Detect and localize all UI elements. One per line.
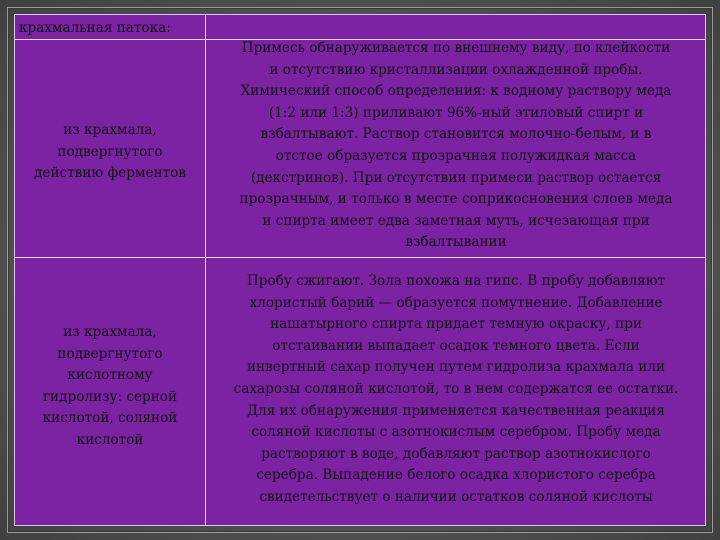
row-1-right-line: взбалтывают. Раствор становится молочно-белым, и в — [260, 126, 652, 143]
row-divider — [15, 257, 705, 258]
row-1-left-line: подвергнутого — [57, 143, 163, 160]
row-2-left-cell — [17, 322, 203, 452]
row-2-right-line: нашатырного спирта придает темную окраску, при — [270, 316, 642, 333]
row-1-right-line: и спирта имеет едва заметная муть, исчезающая при — [262, 212, 650, 229]
row-1-right-line: отстое образуется прозрачная полужидкая масса — [275, 147, 637, 164]
row-2-right-line: растворяют в воде, добавляют раствор азотнокислого — [261, 445, 651, 462]
row-2-left-line: кислотному — [67, 367, 153, 384]
row-2-left-line: кислотой, соляной — [42, 410, 178, 427]
row-2-right-line: инвертный сахар получен путем гидролиза крахмала или — [246, 359, 666, 376]
row-2-left-line: гидролизу: серной — [42, 388, 178, 405]
row-2-right-line: Для их обнаружения применяется качественная реакция — [247, 402, 665, 419]
row-1-right-cell — [206, 38, 706, 254]
row-2-right-line: серебра. Выпадение белого осадка хлористого серебра — [256, 467, 656, 484]
row-1-left-line: из крахмала, — [63, 122, 157, 138]
row-2-right-line: свидетельствует о наличии остатков соляной кислоты — [259, 488, 653, 505]
row-1-left-line: действию ферментов — [34, 165, 186, 182]
row-1-right-line: (декстринов). При отсутствии примеси раствор остается — [250, 169, 662, 186]
header-label: крахмальная патока: — [19, 20, 171, 36]
row-2-right-line: хлористый барий — образуется помутнение. Добавление — [249, 294, 663, 311]
row-2-left-line: кислотой — [76, 431, 144, 448]
row-1-right-line: взбалтывании — [405, 234, 507, 251]
row-2-right-cell — [206, 271, 706, 509]
row-1-right-line: прозрачным, и только в месте соприкосновения слоев меда — [239, 191, 673, 208]
row-2-right-line: сахарозы соляной кислотой, то в нем содержатся ее остатки. — [233, 380, 679, 397]
row-1-right-line: и отсутствию кристаллизации охлажденной пробы. — [269, 61, 643, 78]
row-1-left-cell — [17, 120, 203, 185]
row-2-right-line: Пробу сжигают. Зола похожа на гипс. В пробу добавляют — [246, 273, 666, 289]
honey-adulteration-table — [14, 14, 706, 526]
row-2-left-line: из крахмала, — [63, 324, 157, 340]
row-2-right-line: отстаивании выпадает осадок темного цвета. Если — [272, 337, 640, 354]
row-1-right-line: Примесь обнаруживается по внешнему виду, по клейкости — [241, 40, 671, 56]
row-2-right-line: соляной кислоты с азотнокислым серебром. Пробу меда — [251, 424, 661, 441]
row-2-left-line: подвергнутого — [57, 345, 163, 362]
row-1-right-line: (1:2 или 1:3) приливают 96%-ный этиловый спирт и — [268, 104, 644, 121]
row-1-right-line: Химический способ определения: к водному раствору меда — [240, 83, 672, 100]
